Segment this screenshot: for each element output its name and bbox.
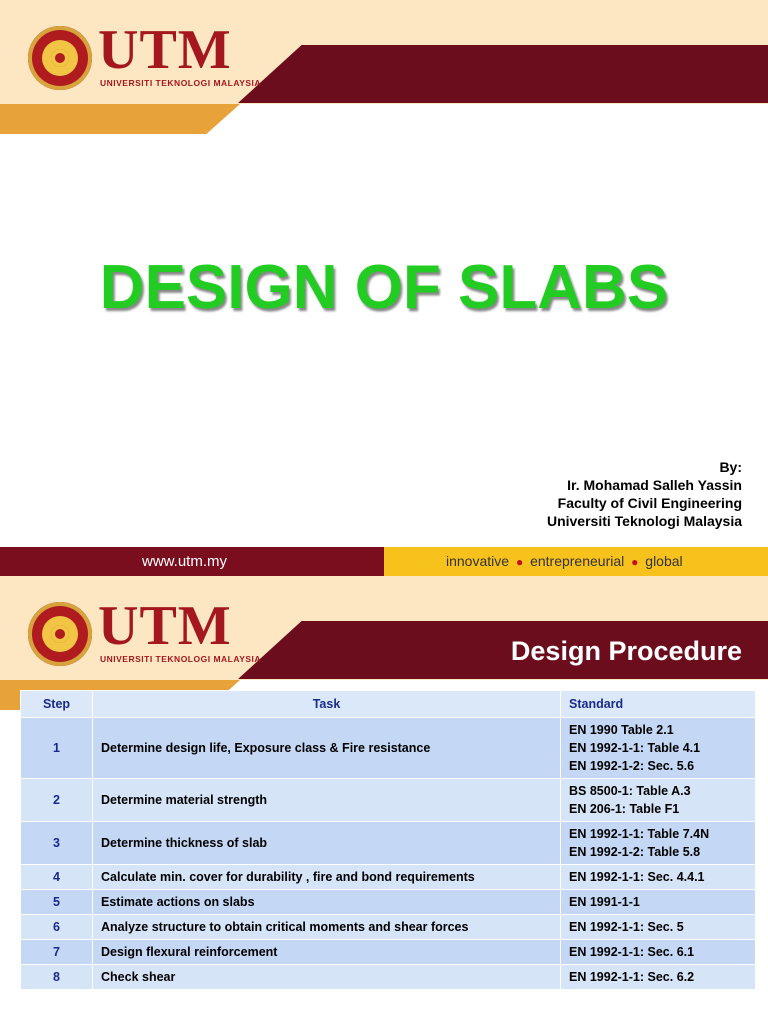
header-standard: Standard [561, 691, 756, 718]
standard-ref: EN 206-1: Table F1 [569, 802, 680, 816]
standard-ref: EN 1992-1-1: Sec. 5 [569, 920, 684, 934]
step-cell: 7 [21, 940, 93, 965]
standard-ref: EN 1992-1-1: Table 7.4N [569, 827, 710, 841]
standard-cell [561, 779, 756, 822]
tagline-entrepreneurial: entrepreneurial [530, 553, 625, 569]
logo-wordmark: UTM [98, 19, 232, 81]
header-orange-bar [0, 104, 240, 134]
author-faculty: Faculty of Civil Engineering [557, 495, 742, 511]
table-row [21, 915, 756, 940]
header-step: Step [21, 691, 93, 718]
author-block [547, 458, 742, 530]
table-row [21, 822, 756, 865]
table-body [21, 718, 756, 990]
step-cell: 3 [21, 822, 93, 865]
step-cell: 6 [21, 915, 93, 940]
utm-logo [28, 19, 262, 96]
table-header-row [21, 691, 756, 718]
header-task: Task [93, 691, 561, 718]
standard-cell [561, 890, 756, 915]
standard-cell [561, 940, 756, 965]
footer-url: www.utm.my [142, 553, 228, 570]
step-cell: 4 [21, 865, 93, 890]
tagline-innovative: innovative [446, 553, 510, 569]
task-cell: Determine design life, Exposure class & Fire resistance [93, 718, 561, 779]
task-cell: Estimate actions on slabs [93, 890, 561, 915]
step-cell: 8 [21, 965, 93, 990]
logo-wordmark: UTM [98, 595, 232, 657]
task-cell: Determine material strength [93, 779, 561, 822]
step-cell: 1 [21, 718, 93, 779]
standard-ref: EN 1992-1-2: Sec. 5.6 [569, 759, 695, 773]
table-row [21, 718, 756, 779]
standard-cell [561, 822, 756, 865]
table-row [21, 940, 756, 965]
standard-cell [561, 718, 756, 779]
standard-cell [561, 865, 756, 890]
bullet-icon: ● [631, 555, 639, 569]
bullet-icon: ● [515, 555, 524, 569]
table-row [21, 965, 756, 990]
task-cell: Design flexural reinforcement [93, 940, 561, 965]
standard-ref: EN 1992-1-1: Sec. 4.4.1 [569, 870, 705, 884]
logo-subname: UNIVERSITI TEKNOLOGI MALAYSIA [100, 78, 262, 88]
table-row [21, 865, 756, 890]
footer-tagline [446, 547, 683, 576]
table-row [21, 890, 756, 915]
author-by: By: [719, 459, 742, 475]
utm-logo [28, 595, 262, 672]
tagline-global: global [645, 553, 683, 569]
standard-ref: EN 1992-1-1: Table 4.1 [569, 741, 701, 755]
table-row [21, 779, 756, 822]
author-name: Ir. Mohamad Salleh Yassin [567, 477, 742, 493]
design-procedure-slide [0, 576, 768, 1024]
footer-bar [0, 547, 768, 576]
slide-title: Design Procedure [510, 636, 742, 666]
standard-cell [561, 965, 756, 990]
step-cell: 5 [21, 890, 93, 915]
standard-ref: BS 8500-1: Table A.3 [569, 784, 691, 798]
task-cell: Determine thickness of slab [93, 822, 561, 865]
task-cell: Check shear [93, 965, 561, 990]
task-cell: Calculate min. cover for durability , fire and bond requirements [93, 865, 561, 890]
slide-title: DESIGN OF SLABS [99, 253, 669, 322]
standard-ref: EN 1990 Table 2.1 [569, 723, 674, 737]
logo-subname: UNIVERSITI TEKNOLOGI MALAYSIA [100, 654, 262, 664]
standard-ref: EN 1992-1-1: Sec. 6.2 [569, 970, 695, 984]
author-university: Universiti Teknologi Malaysia [546, 513, 742, 529]
task-cell: Analyze structure to obtain critical moments and shear forces [93, 915, 561, 940]
standard-ref: EN 1992-1-1: Sec. 6.1 [569, 945, 695, 959]
standard-cell [561, 915, 756, 940]
step-cell: 2 [21, 779, 93, 822]
standard-ref: EN 1991-1-1 [569, 895, 640, 909]
procedure-table [20, 690, 756, 990]
header-maroon-bar [238, 45, 768, 103]
standard-ref: EN 1992-1-2: Table 5.8 [569, 845, 701, 859]
